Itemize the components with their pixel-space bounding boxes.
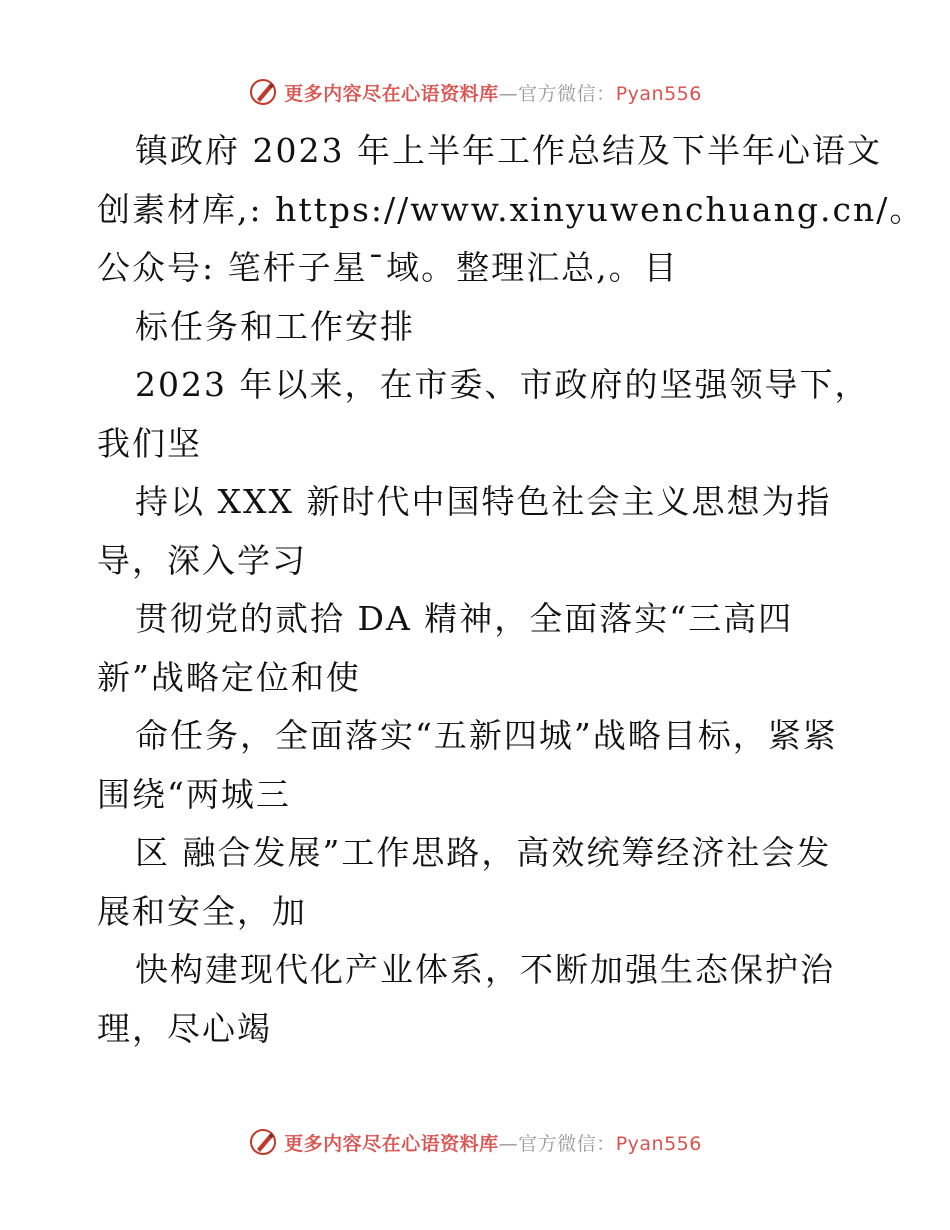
text-line: 持以 XXX 新时代中国特色社会主义思想为指	[135, 482, 832, 521]
watermark-main: 更多内容尽在心语资料库	[284, 1132, 499, 1155]
text-line: 导，深入学习	[97, 540, 307, 580]
footer-watermark	[0, 1122, 950, 1162]
pen-logo-icon	[248, 1127, 278, 1157]
text-line: 新”战略定位和使	[97, 657, 361, 697]
watermark-wechat-id: Pyan556	[615, 1132, 702, 1155]
text-line: 展和安全，加	[97, 891, 307, 931]
text-line: 标任务和工作安排	[135, 306, 415, 346]
watermark-wechat-id: Pyan556	[615, 82, 702, 105]
watermark-wechat-label: 官方微信：	[518, 1132, 616, 1155]
watermark-separator: —	[498, 1132, 519, 1155]
text-line: 我们坚	[97, 423, 202, 463]
watermark-wechat-label: 官方微信：	[518, 82, 616, 105]
watermark-text	[284, 1129, 702, 1156]
text-line: 区 融合发展”工作思路，高效统筹经济社会发	[135, 833, 832, 872]
text-line: 镇政府 2023 年上半年工作总结及下半年心语文	[135, 131, 882, 170]
document-body	[97, 122, 925, 1058]
text-line: 2023 年以来，在市委、市政府的坚强领导下，	[135, 365, 870, 404]
text-line: 理，尽心竭	[97, 1008, 272, 1048]
text-line: 贯彻党的贰拾 DA 精神，全面落实“三高四	[135, 599, 794, 638]
watermark-main: 更多内容尽在心语资料库	[284, 82, 499, 105]
pen-logo-icon	[248, 77, 278, 107]
text-line: 公众号: 笔杆子星¯域。整理汇总,。目	[97, 248, 679, 287]
watermark-separator: —	[498, 82, 519, 105]
text-line: 创素材库,: https://www.xinyuwenchuang.cn/。	[97, 189, 925, 229]
watermark-text	[284, 79, 702, 106]
text-line: 命任务，全面落实“五新四城”战略目标，紧紧	[135, 716, 838, 755]
text-line: 围绕“两城三	[97, 774, 291, 814]
header-watermark	[0, 72, 950, 112]
text-line: 快构建现代化产业体系，不断加强生态保护治	[135, 950, 835, 989]
